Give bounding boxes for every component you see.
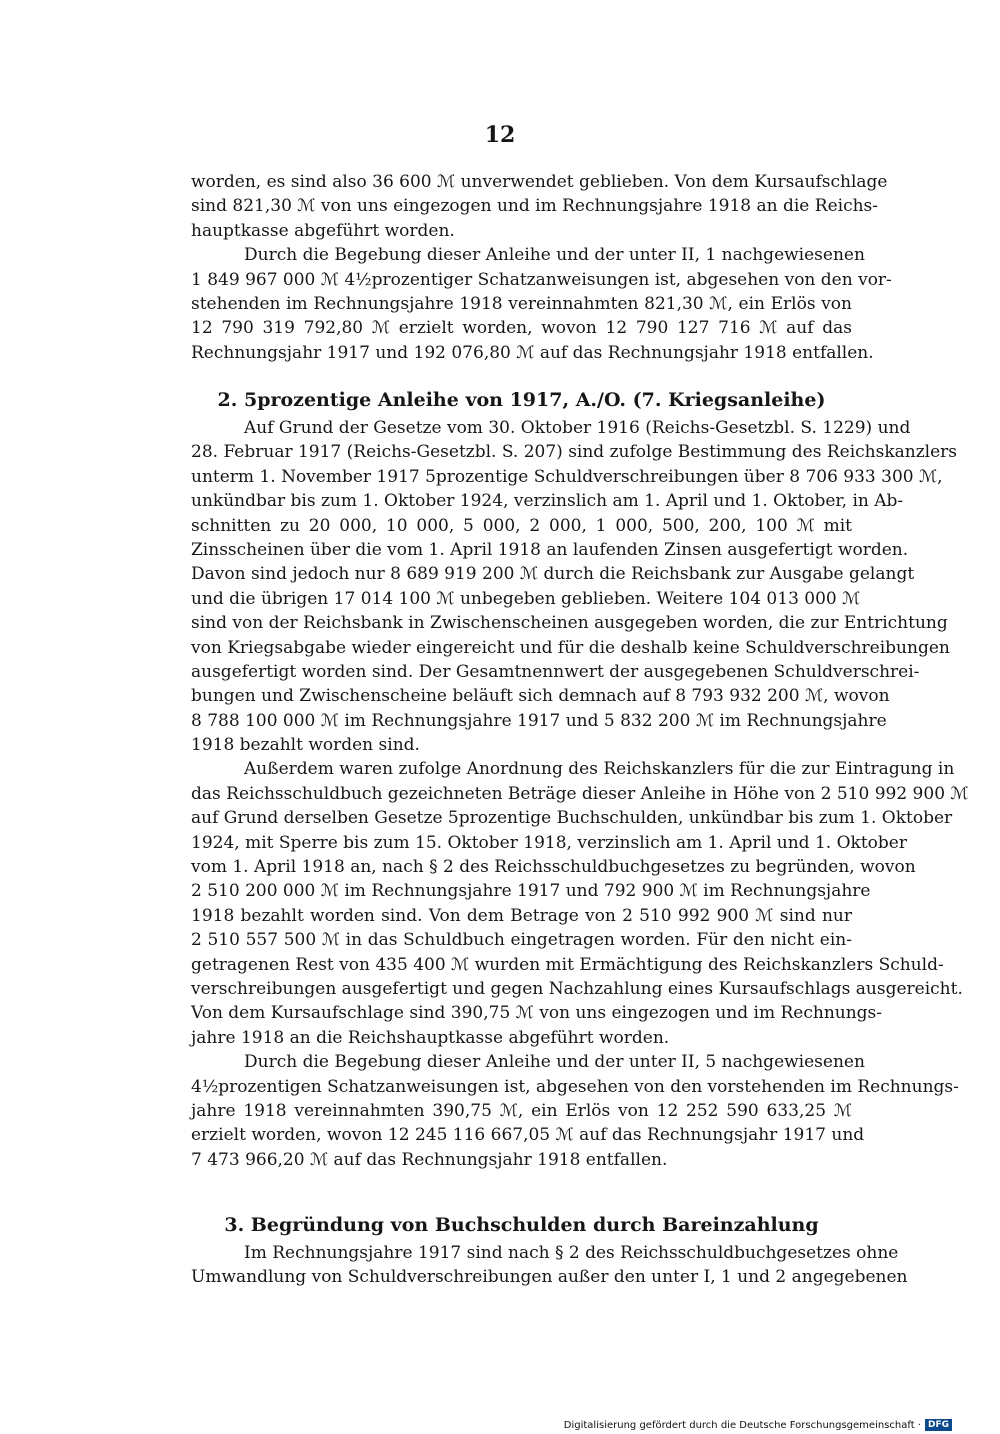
text-line: worden, es sind also 36 600 ℳ unverwendet geblieben. Von dem Kursaufschlage	[191, 172, 888, 192]
text-line: hauptkasse abgeführt worden.	[191, 220, 455, 241]
text-line: 28. Februar 1917 (Reichs-Gesetzbl. S. 207) sind zufolge Bestimmung des Reichskanzlers	[191, 442, 958, 463]
page-number: 12	[484, 122, 516, 148]
section-1-continuation	[191, 170, 892, 365]
text-line: 7 473 966,20 ℳ auf das Rechnungsjahr 1918 entfallen.	[191, 1149, 668, 1170]
digitization-credit	[564, 1419, 952, 1431]
text-line: Auf Grund der Gesetze vom 30. Oktober 1916 (Reichs-Gesetzbl. S. 1229) und	[244, 418, 911, 438]
text-line: Außerdem waren zufolge Anordnung des Reichskanzlers für die zur Eintragung in	[244, 759, 955, 780]
text-line: das Reichsschuldbuch gezeichneten Beträge dieser Anleihe in Höhe von 2 510 992 900 ℳ	[191, 783, 969, 804]
text-line: sind 821,30 ℳ von uns eingezogen und im Rechnungsjahre 1918 an die Reichs-	[191, 196, 879, 217]
text-line: Rechnungsjahr 1917 und 192 076,80 ℳ auf das Rechnungsjahr 1918 entfallen.	[191, 342, 874, 363]
text-line: 1918 bezahlt worden sind. Von dem Betrage von 2 510 992 900 ℳ sind nur	[191, 905, 852, 926]
text-line: 1918 bezahlt worden sind.	[191, 735, 420, 756]
text-line: sind von der Reichsbank in Zwischenscheinen ausgegeben worden, die zur Entrichtung	[191, 613, 948, 634]
text-line: 1 849 967 000 ℳ 4½prozentiger Schatzanweisungen ist, abgesehen von den vor-	[191, 269, 892, 290]
text-line: Davon sind jedoch nur 8 689 919 200 ℳ durch die Reichsbank zur Ausgabe gelangt	[191, 564, 915, 585]
section-3-body	[191, 1241, 908, 1290]
text-line: unterm 1. November 1917 5prozentige Schuldverschreibungen über 8 706 933 300 ℳ,	[191, 466, 943, 487]
text-line: 8 788 100 000 ℳ im Rechnungsjahre 1917 und 5 832 200 ℳ im Rechnungsjahre	[191, 710, 887, 731]
text-line: jahre 1918 an die Reichshauptkasse abgeführt worden.	[191, 1027, 670, 1048]
text-line: auf Grund derselben Gesetze 5prozentige Buchschulden, unkündbar bis zum 1. Oktober	[191, 808, 953, 829]
text-line: erzielt worden, wovon 12 245 116 667,05 ℳ auf das Rechnungsjahr 1917 und	[191, 1125, 865, 1146]
text-line: bungen und Zwischenscheine beläuft sich demnach auf 8 793 932 200 ℳ, wovon	[191, 686, 890, 707]
text-line: 2 510 557 500 ℳ in das Schuldbuch eingetragen worden. Für den nicht ein-	[191, 930, 852, 951]
text-line: schnitten zu 20 000, 10 000, 5 000, 2 000, 1 000, 500, 200, 100 ℳ mit	[191, 515, 852, 536]
credit-text: Digitalisierung gefördert durch die Deutsche Forschungsgemeinschaft ·	[563, 1419, 921, 1431]
text-line: verschreibungen ausgefertigt und gegen Nachzahlung eines Kursaufschlags ausgereicht.	[191, 978, 963, 999]
dfg-logo: DFG	[925, 1419, 952, 1431]
text-line: Im Rechnungsjahre 1917 sind nach § 2 des Reichsschuldbuchgesetzes ohne	[244, 1243, 899, 1263]
text-line: Durch die Begebung dieser Anleihe und der unter II, 1 nachgewiesenen	[244, 245, 865, 266]
text-line: ausgefertigt worden sind. Der Gesamtnennwert der ausgegebenen Schuldverschrei-	[191, 661, 920, 682]
text-line: getragenen Rest von 435 400 ℳ wurden mit Ermächtigung des Reichskanzlers Schuld-	[191, 954, 944, 975]
text-line: vom 1. April 1918 an, nach § 2 des Reichsschuldbuchgesetzes zu begründen, wovon	[191, 857, 916, 878]
text-line: 4½prozentigen Schatzanweisungen ist, abgesehen von den vorstehenden im Rechnungs-	[191, 1076, 959, 1097]
text-line: 1924, mit Sperre bis zum 15. Oktober 1918, verzinslich am 1. April und 1. Oktober	[191, 832, 907, 853]
section-2-heading: 2. 5prozentige Anleihe von 1917, A./O. (7. Kriegsanleihe)	[217, 389, 826, 411]
text-line: 12 790 319 792,80 ℳ erzielt worden, wovon 12 790 127 716 ℳ auf das	[191, 318, 852, 339]
text-line: jahre 1918 vereinnahmten 390,75 ℳ, ein Erlös von 12 252 590 633,25 ℳ	[191, 1100, 852, 1121]
text-line: unkündbar bis zum 1. Oktober 1924, verzinslich am 1. April und 1. Oktober, in Ab-	[191, 491, 904, 512]
text-line: und die übrigen 17 014 100 ℳ unbegeben geblieben. Weitere 104 013 000 ℳ	[191, 588, 861, 609]
text-line: 2 510 200 000 ℳ im Rechnungsjahre 1917 und 792 900 ℳ im Rechnungsjahre	[191, 881, 871, 902]
text-line: Zinsscheinen über die vom 1. April 1918 an laufenden Zinsen ausgefertigt worden.	[191, 539, 909, 560]
text-line: von Kriegsabgabe wieder eingereicht und für die deshalb keine Schuldverschreibungen	[191, 637, 950, 658]
text-line: Durch die Begebung dieser Anleihe und der unter II, 5 nachgewiesenen	[244, 1052, 865, 1073]
text-line: Umwandlung von Schuldverschreibungen außer den unter I, 1 und 2 angegebenen	[191, 1267, 908, 1288]
text-line: Von dem Kursaufschlage sind 390,75 ℳ von uns eingezogen und im Rechnungs-	[191, 1003, 883, 1024]
section-2-body	[191, 416, 969, 1172]
section-3-heading: 3. Begründung von Buchschulden durch Bareinzahlung	[224, 1214, 819, 1236]
text-line: stehenden im Rechnungsjahre 1918 vereinnahmten 821,30 ℳ, ein Erlös von	[191, 293, 852, 314]
